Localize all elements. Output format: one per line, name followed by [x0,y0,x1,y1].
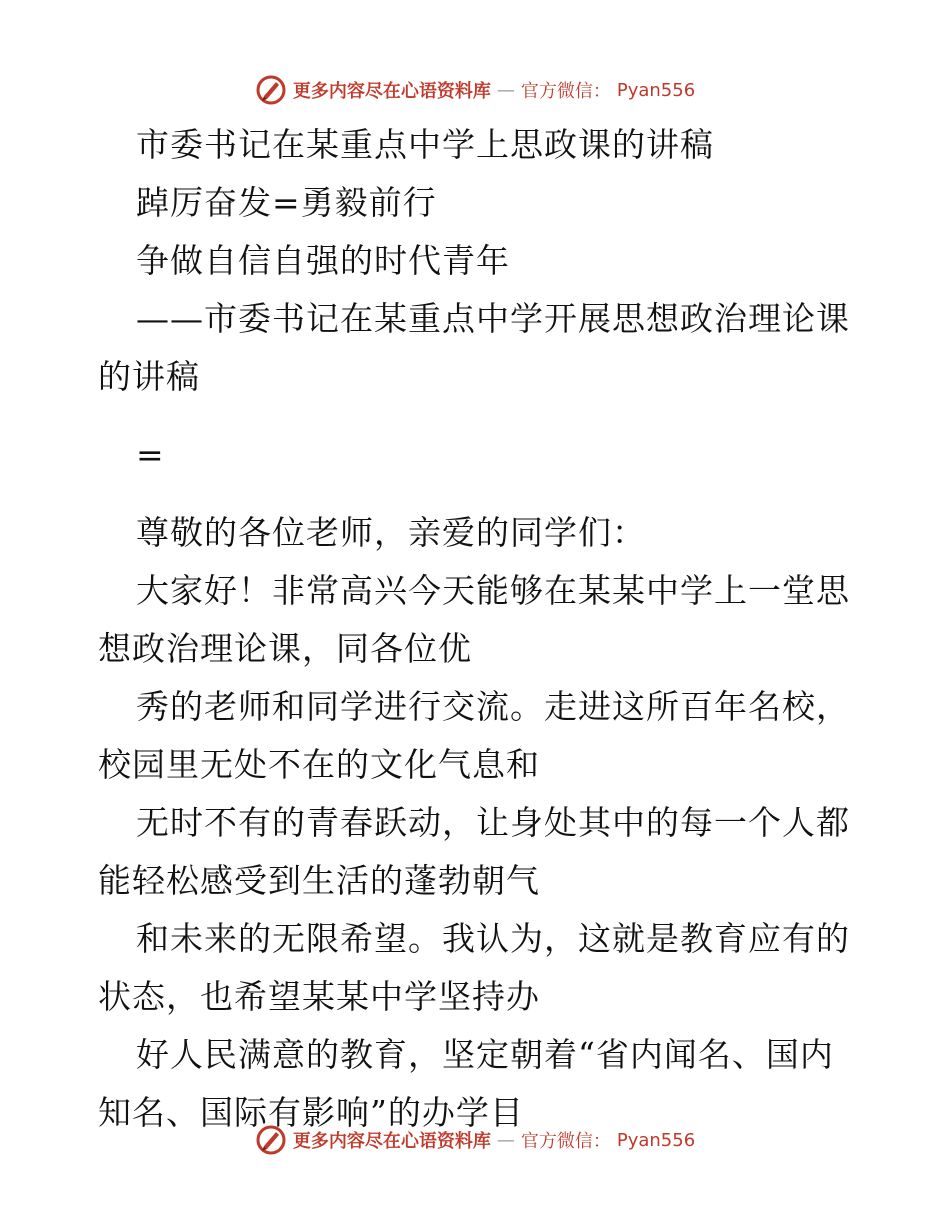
doc-paragraph-line: 知名、国际有影响”的办学目 [98,1093,524,1132]
doc-paragraph-line: 状态，也希望某某中学坚持办 [98,977,540,1016]
doc-salutation: 尊敬的各位老师，亲爱的同学们： [136,513,646,552]
doc-paragraph-line: 秀的老师和同学进行交流。走进这所百年名校， [136,687,850,726]
watermark-brand: 更多内容尽在心语资料库 [292,81,491,102]
watermark-wechat-id: Pyan556 [616,79,696,101]
watermark-label: 官方微信： [520,81,611,102]
doc-subtitle-continued: 的讲稿 [98,357,200,396]
doc-paragraph-line: 能轻松感受到生活的蓬勃朝气 [98,861,540,900]
watermark-wechat-id: Pyan556 [616,1129,696,1151]
document-body [98,126,858,1132]
doc-paragraph-line: 大家好！非常高兴今天能够在某某中学上一堂思 [136,571,850,610]
doc-subtitle: ——市委书记在某重点中学开展思想政治理论课 [136,299,850,338]
doc-paragraph-line: 想政治理论课，同各位优 [98,629,472,668]
doc-paragraph-line: 好人民满意的教育，坚定朝着“省内闻名、国内 [136,1035,834,1074]
watermark-label: 官方微信： [520,1131,611,1152]
pen-logo-icon [255,74,287,106]
watermark-separator: — [496,79,515,101]
doc-title: 市委书记在某重点中学上思政课的讲稿 [136,125,714,164]
doc-section-marker: = [136,435,165,474]
footer-watermark [0,1124,950,1156]
watermark-separator: — [496,1129,515,1151]
doc-paragraph-line: 校园里无处不在的文化气息和 [98,745,540,784]
doc-paragraph-line: 和未来的无限希望。我认为，这就是教育应有的 [136,919,850,958]
pen-logo-icon [255,1124,287,1156]
header-watermark [0,74,950,106]
watermark-brand: 更多内容尽在心语资料库 [292,1131,491,1152]
doc-paragraph-line: 无时不有的青春跃动，让身处其中的每一个人都 [136,803,850,842]
doc-heading-line-1: 踔厉奋发=勇毅前行 [136,183,437,222]
doc-heading-line-2: 争做自信自强的时代青年 [136,241,510,280]
